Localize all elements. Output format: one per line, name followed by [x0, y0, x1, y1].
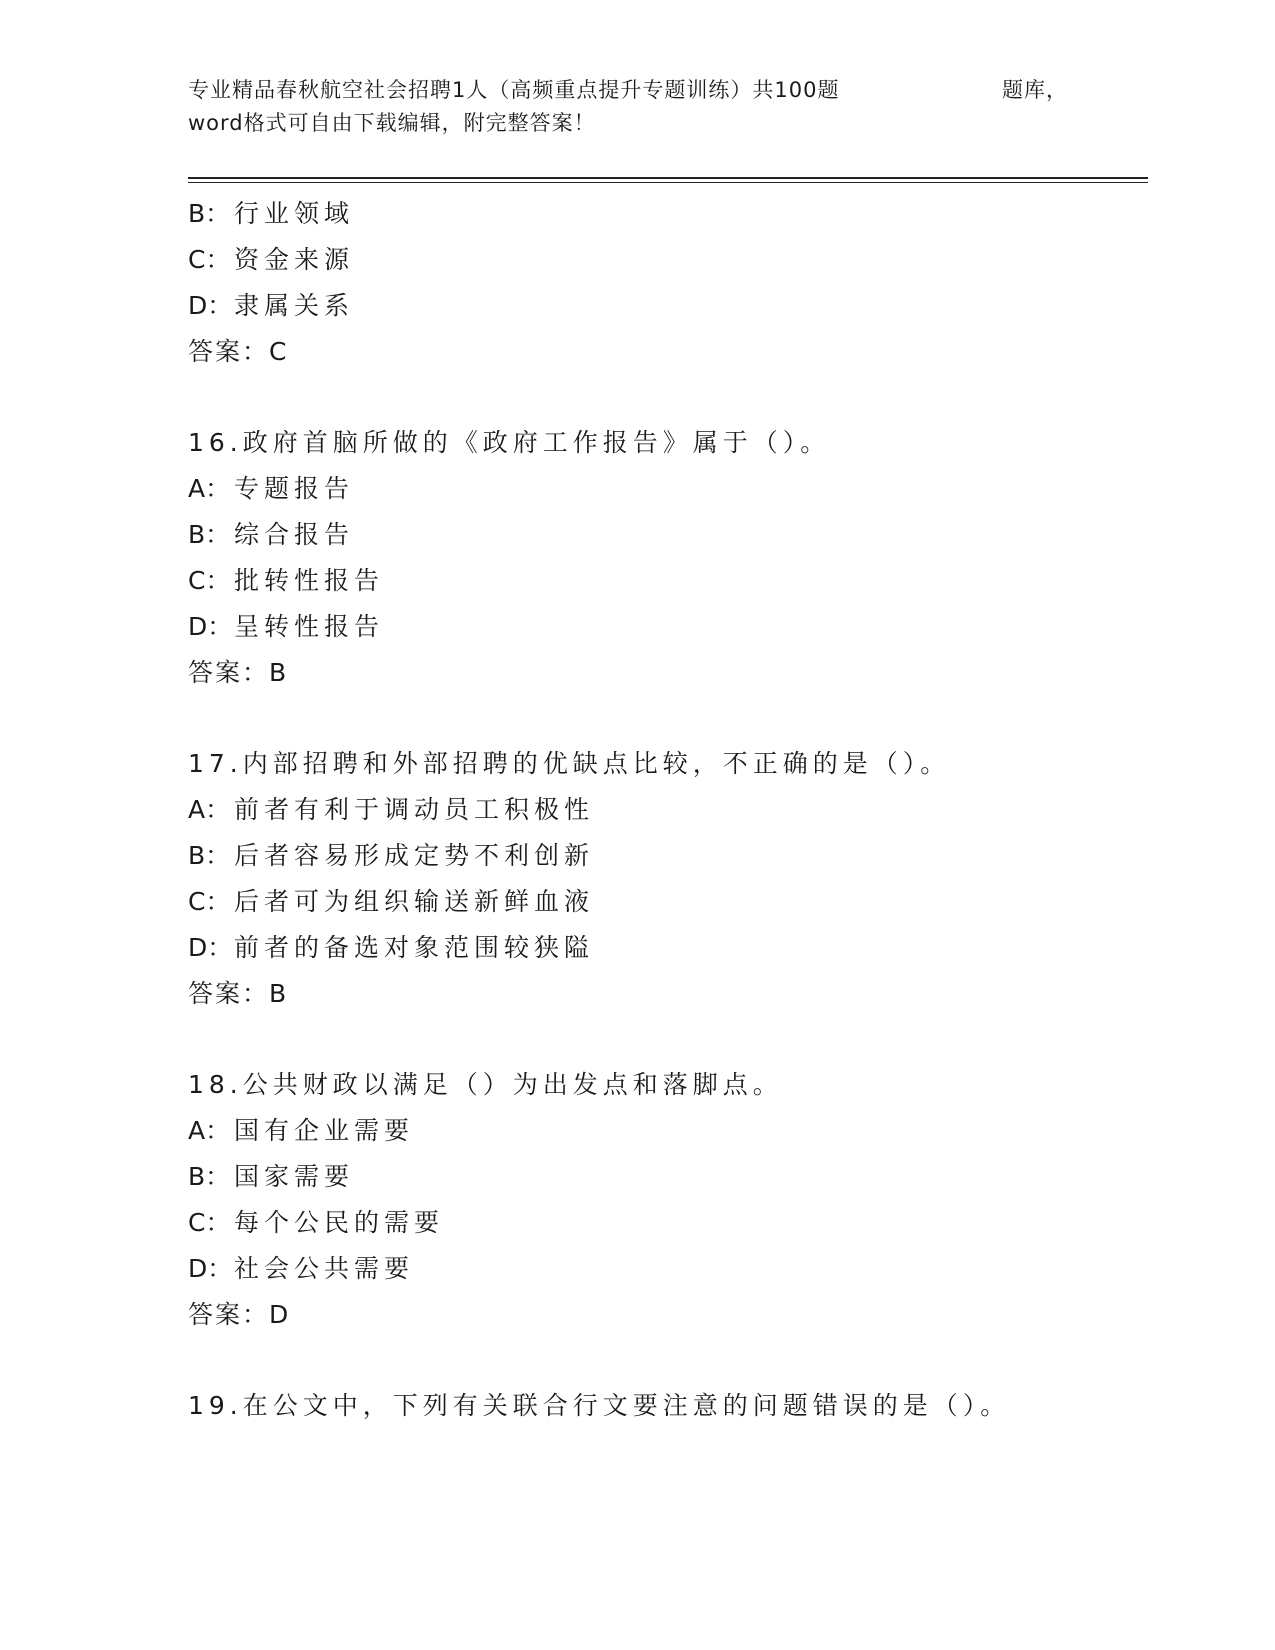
option-a: A： 专题报告 [188, 474, 355, 503]
option-b: B： 综合报告 [188, 520, 355, 549]
header-title-suffix: 题库， [1002, 78, 1068, 102]
option-d: D：社会公共需要 [188, 1254, 415, 1283]
option-c: C： 后者可为组织输送新鲜血液 [188, 887, 595, 916]
option-b: B： 行业领域 [188, 199, 355, 228]
question-stem: 18.公共财政以满足（）为出发点和落脚点。 [188, 1070, 783, 1099]
header-rule-thin [188, 182, 1148, 183]
question-block-17 [188, 741, 1148, 1017]
option-b: B： 后者容易形成定势不利创新 [188, 841, 595, 870]
option-c: C： 资金来源 [188, 245, 355, 274]
answer-line: 答案：C [188, 337, 289, 366]
header-title: 专业精品春秋航空社会招聘1人（高频重点提升专题训练）共100题 [188, 78, 840, 102]
header-line-1 [188, 74, 1068, 107]
question-stem: 16.政府首脑所做的《政府工作报告》属于（）。 [188, 428, 831, 457]
option-b: B： 国家需要 [188, 1162, 355, 1191]
question-content [188, 191, 1148, 1429]
answer-line: 答案：D [188, 1300, 291, 1329]
question-stem: 17.内部招聘和外部招聘的优缺点比较，不正确的是（）。 [188, 749, 951, 778]
option-a: A： 前者有利于调动员工积极性 [188, 795, 595, 824]
option-c: C： 每个公民的需要 [188, 1208, 445, 1237]
question-block-18 [188, 1062, 1148, 1338]
option-d: D：隶属关系 [188, 291, 355, 320]
question-stem: 19.在公文中，下列有关联合行文要注意的问题错误的是（）。 [188, 1391, 1011, 1420]
option-a: A： 国有企业需要 [188, 1116, 415, 1145]
question-block-prev [188, 191, 1148, 375]
header-rule-thick [188, 177, 1148, 179]
option-d: D：呈转性报告 [188, 612, 385, 641]
option-d: D：前者的备选对象范围较狭隘 [188, 933, 595, 962]
answer-line: 答案：B [188, 658, 289, 687]
question-block-16 [188, 420, 1148, 696]
answer-line: 答案：B [188, 979, 289, 1008]
option-c: C： 批转性报告 [188, 566, 385, 595]
header-line-2: word格式可自由下载编辑，附完整答案！ [188, 111, 596, 135]
page-header [188, 74, 1088, 140]
question-block-19 [188, 1383, 1148, 1429]
